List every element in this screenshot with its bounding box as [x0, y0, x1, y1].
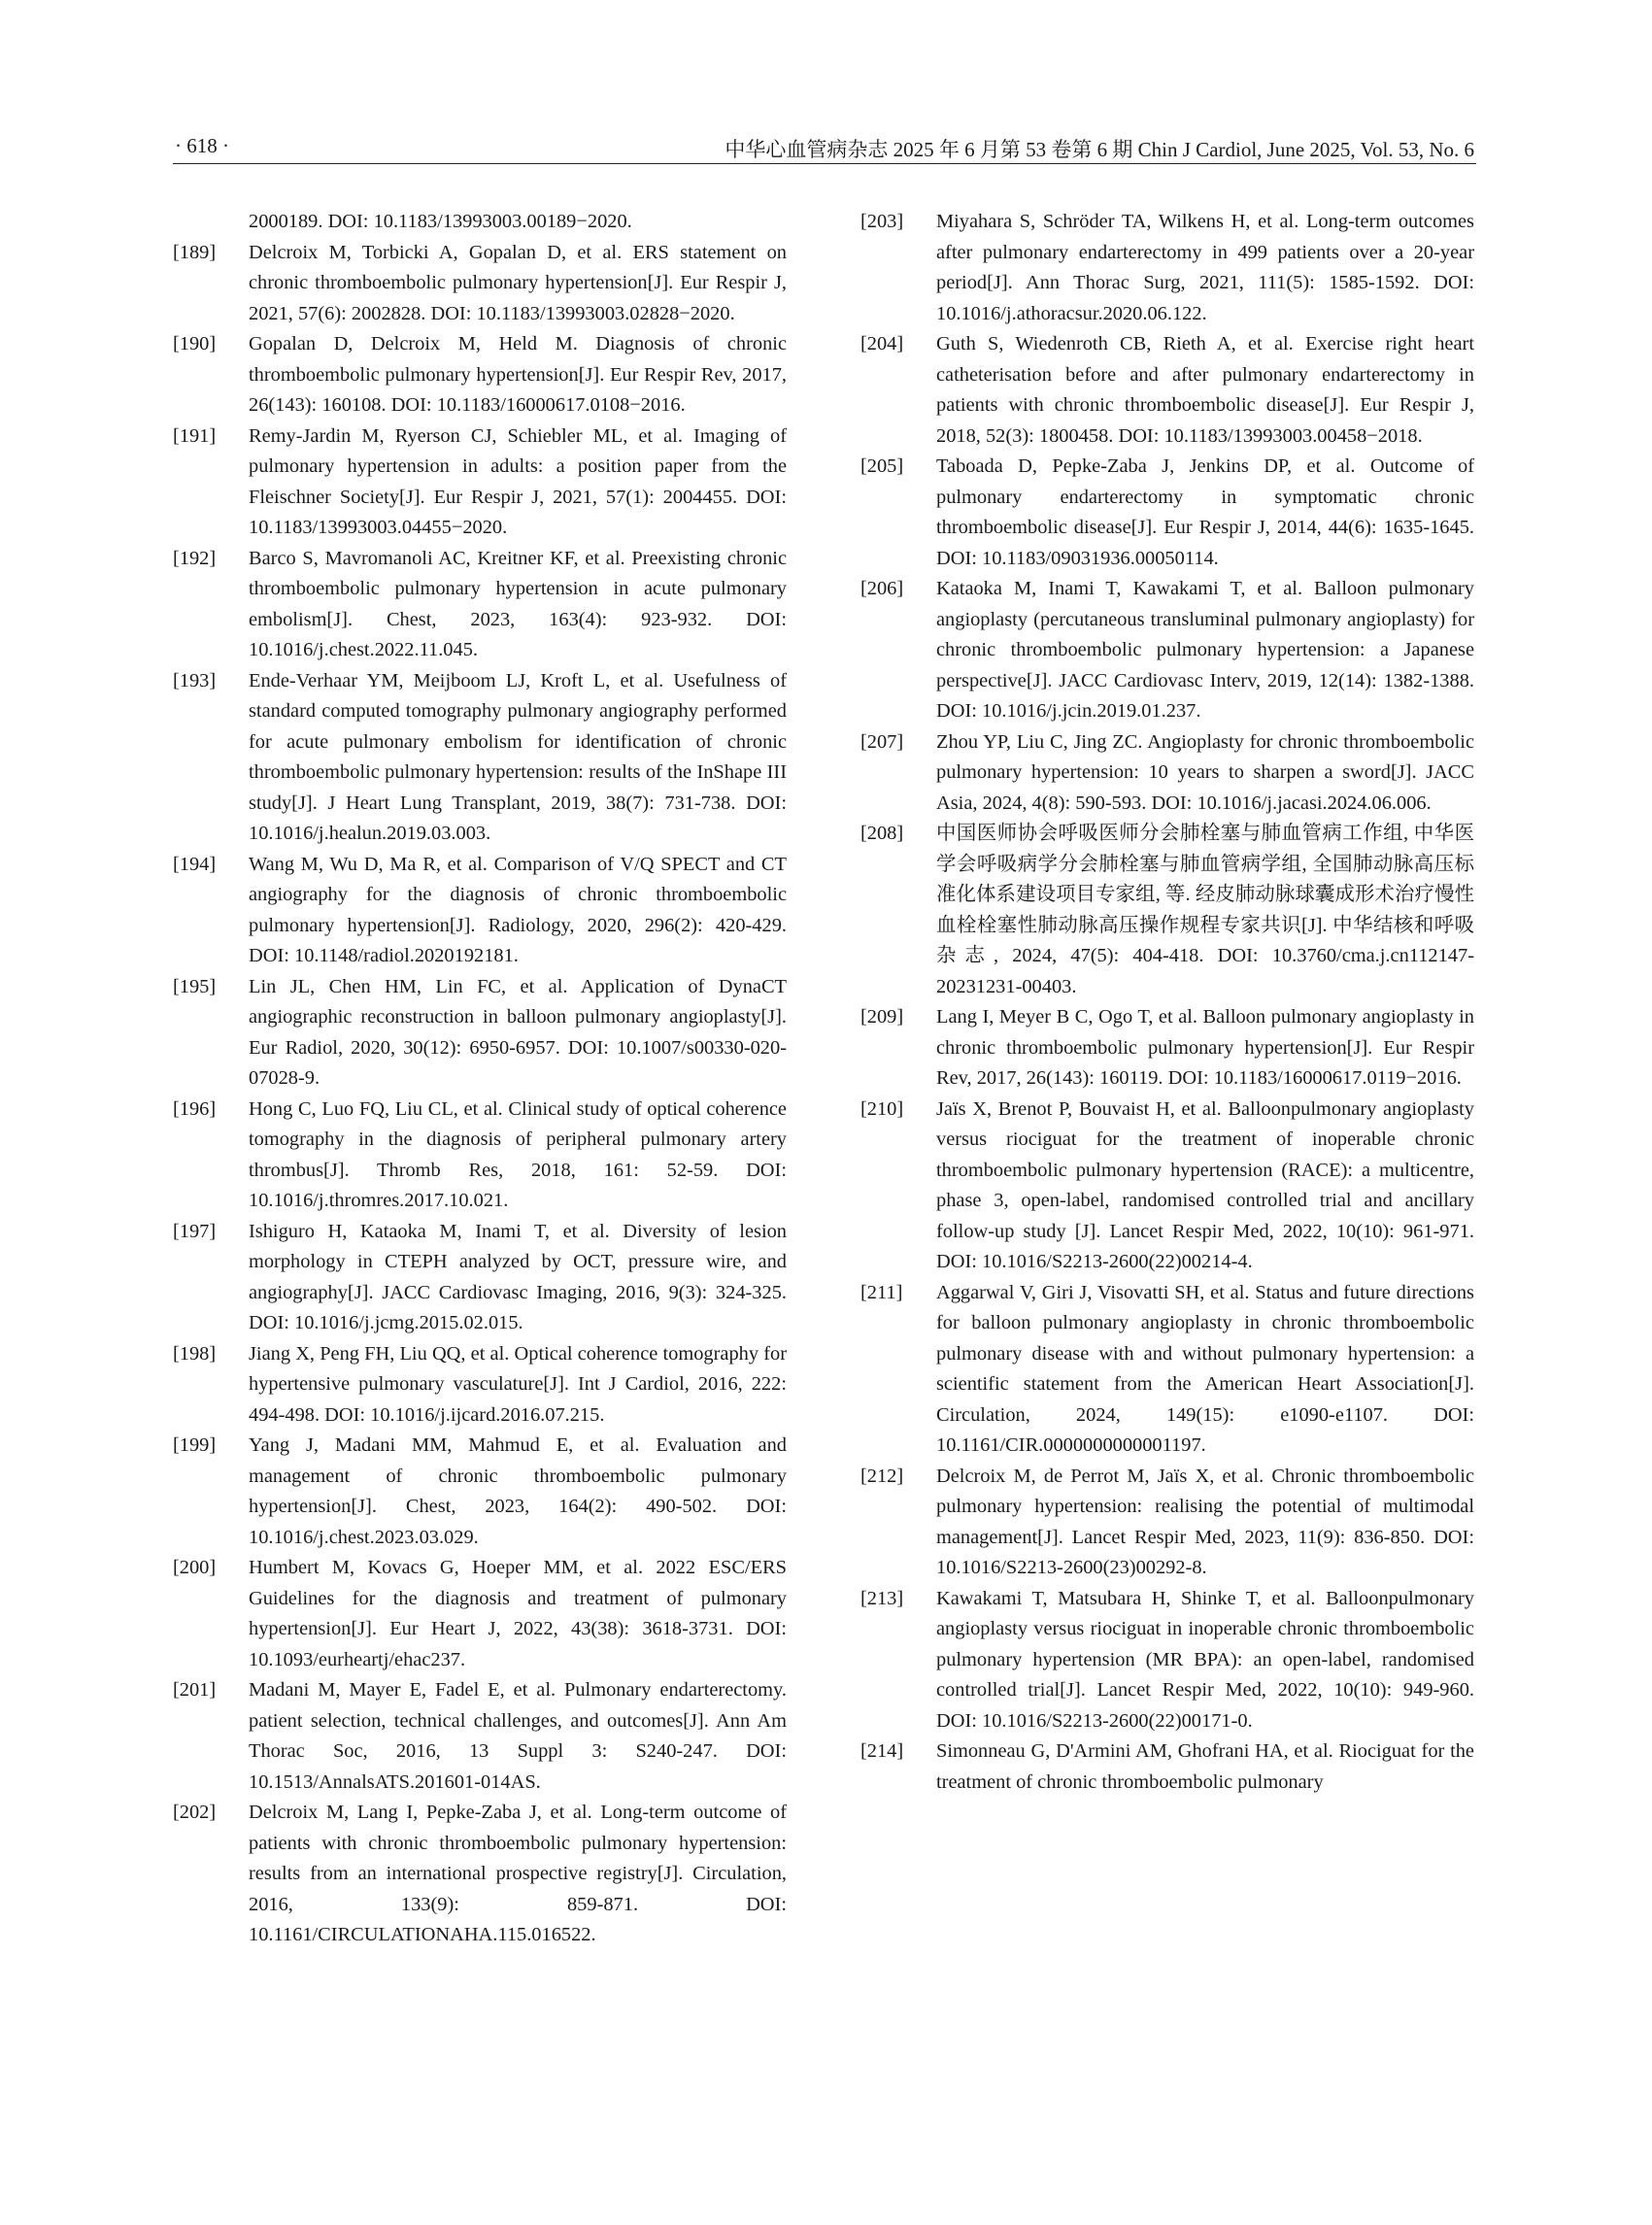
reference-text: 中国医师协会呼吸医师分会肺栓塞与肺血管病工作组, 中华医学会呼吸病学分会肺栓塞与肺血管病学组, 全国肺动脉高压标准化体系建设项目专家组, 等. 经皮肺动脉球囊成形术治疗慢性血栓栓塞性肺动脉高压操作规程专家共识[J]. 中华结核和呼吸杂志, 2024, 47(5): 404-418. DOI: 10.3760/cma.j.cn112147-20231231-00403. — [936, 823, 1474, 997]
reference-item — [173, 1095, 787, 1217]
reference-item — [173, 1431, 787, 1553]
reference-text: Jaïs X, Brenot P, Bouvaist H, et al. Balloonpulmonary angioplasty versus riociguat for the treatment of inoperable chronic thromboembolic pulmonary hypertension (RACE): a multicentre, phase 3, open-label, randomised controlled trial and ancillary follow-up study [J]. Lancet Respir Med, 2022, 10(10): 961-971. DOI: 10.1016/S2213-2600(22)00214-4. — [936, 1097, 1474, 1272]
reference-number: [199] — [173, 1434, 217, 1456]
journal-citation: 中华心血管病杂志 2025 年 6 月第 53 卷第 6 期 Chin J Cardiol, June 2025, Vol. 53, No. 6 — [725, 138, 1474, 161]
reference-number: [197] — [173, 1220, 217, 1242]
reference-column-left — [173, 207, 787, 1951]
reference-item — [860, 727, 1474, 820]
reference-number: [211] — [860, 1281, 903, 1303]
reference-item — [860, 207, 1474, 329]
reference-item — [173, 1675, 787, 1798]
reference-text: Jiang X, Peng FH, Liu QQ, et al. Optical coherence tomography for hypertensive pulmonary vasculature[J]. Int J Cardiol, 2016, 222: 494-498. DOI: 10.1016/j.ijcard.2016.07.215. — [249, 1342, 787, 1426]
reference-item — [860, 1736, 1474, 1798]
reference-text: Miyahara S, Schröder TA, Wilkens H, et al. Long-term outcomes after pulmonary endarterectomy in 499 patients over a 20-year period[J]. Ann Thorac Surg, 2021, 111(5): 1585-1592. DOI: 10.1016/j.athoracsur.2020.06.122. — [936, 211, 1474, 324]
reference-number: [189] — [173, 241, 217, 263]
reference-number: [191] — [173, 424, 217, 447]
reference-number: [213] — [860, 1587, 904, 1609]
reference-text: Zhou YP, Liu C, Jing ZC. Angioplasty for chronic thromboembolic pulmonary hypertension: 10 years to sharpen a sword[J]. JACC Asia, 2024, 4(8): 590-593. DOI: 10.1016/j.jacasi.2024.06.006. — [936, 730, 1474, 814]
reference-text: Ishiguro H, Kataoka M, Inami T, et al. Diversity of lesion morphology in CTEPH analyzed by OCT, pressure wire, and angiography[J]. JACC Cardiovasc Imaging, 2016, 9(3): 324-325. DOI: 10.1016/j.jcmg.2015.02.015. — [249, 1220, 787, 1333]
reference-number: [203] — [860, 211, 904, 232]
reference-item — [173, 421, 787, 544]
reference-number: [214] — [860, 1740, 904, 1762]
reference-number: [209] — [860, 1006, 904, 1028]
reference-number: [195] — [173, 975, 217, 997]
reference-item — [173, 1217, 787, 1339]
reference-number: [196] — [173, 1097, 217, 1120]
reference-item — [860, 329, 1474, 452]
reference-item — [860, 1584, 1474, 1737]
reference-number: [210] — [860, 1097, 904, 1120]
reference-text: Barco S, Mavromanoli AC, Kreitner KF, et al. Preexisting chronic thromboembolic pulmonary hypertension in acute pulmonary embolism[J]. Chest, 2023, 163(4): 923-932. DOI: 10.1016/j.chest.2022.11.045. — [249, 547, 787, 660]
reference-number: [192] — [173, 547, 217, 569]
reference-text: Yang J, Madani MM, Mahmud E, et al. Evaluation and management of chronic thromboembolic pulmonary hypertension[J]. Chest, 2023, 164(2): 490-502. DOI: 10.1016/j.chest.2023.03.029. — [249, 1434, 787, 1548]
reference-number: [205] — [860, 455, 904, 477]
reference-number: [204] — [860, 333, 904, 354]
reference-text: 2000189. DOI: 10.1183/13993003.00189−2020. — [249, 211, 632, 232]
running-header — [173, 132, 1476, 164]
reference-number: [200] — [173, 1557, 217, 1578]
reference-number: [212] — [860, 1465, 904, 1487]
reference-text: Delcroix M, de Perrot M, Jaïs X, et al. Chronic thromboembolic pulmonary hypertension: realising the potential of multimodal management[J]. Lancet Respir Med, 2023, 11(9): 836-850. DOI: 10.1016/S2213-2600(23)00292-8. — [936, 1465, 1474, 1578]
reference-text: Lin JL, Chen HM, Lin FC, et al. Application of DynaCT angiographic reconstruction in balloon pulmonary angioplasty[J]. Eur Radiol, 2020, 30(12): 6950-6957. DOI: 10.1007/s00330-020-07028-9. — [249, 975, 787, 1089]
reference-text: Taboada D, Pepke-Zaba J, Jenkins DP, et al. Outcome of pulmonary endarterectomy in symptomatic chronic thromboembolic disease[J]. Eur Respir J, 2014, 44(6): 1635-1645. DOI: 10.1183/09031936.00050114. — [936, 455, 1474, 569]
reference-item — [173, 238, 787, 330]
reference-item — [173, 1798, 787, 1951]
reference-number: [208] — [860, 823, 904, 844]
reference-number: [201] — [173, 1679, 217, 1701]
reference-text: Wang M, Wu D, Ma R, et al. Comparison of V/Q SPECT and CT angiography for the diagnosis of chronic thromboembolic pulmonary hypertension[J]. Radiology, 2020, 296(2): 420-429. DOI: 10.1148/radiol.2020192181. — [249, 853, 787, 966]
reference-column-right — [860, 207, 1474, 1798]
reference-item — [173, 1553, 787, 1675]
reference-number: [202] — [173, 1802, 217, 1823]
reference-text: Kataoka M, Inami T, Kawakami T, et al. Balloon pulmonary angioplasty (percutaneous transluminal pulmonary angioplasty) for chronic thromboembolic pulmonary hypertension: a Japanese perspective[J]. JACC Cardiovasc Interv, 2019, 12(14): 1382-1388. DOI: 10.1016/j.jcin.2019.01.237. — [936, 578, 1474, 722]
reference-number: [198] — [173, 1342, 217, 1365]
reference-item — [860, 819, 1474, 1002]
reference-item — [173, 972, 787, 1095]
reference-item — [860, 1002, 1474, 1095]
reference-number: [190] — [173, 333, 217, 354]
reference-text: Remy-Jardin M, Ryerson CJ, Schiebler ML, et al. Imaging of pulmonary hypertension in adults: a position paper from the Fleischner Society[J]. Eur Respir J, 2021, 57(1): 2004455. DOI: 10.1183/13993003.04455−2020. — [249, 424, 787, 538]
reference-item — [173, 544, 787, 666]
reference-text: Madani M, Mayer E, Fadel E, et al. Pulmonary endarterectomy. patient selection, technical challenges, and outcomes[J]. Ann Am Thorac Soc, 2016, 13 Suppl 3: S240-247. DOI: 10.1513/AnnalsATS.201601-014AS. — [249, 1679, 787, 1793]
reference-text: Kawakami T, Matsubara H, Shinke T, et al. Balloonpulmonary angioplasty versus riociguat in inoperable chronic thromboembolic pulmonary hypertension (MR BPA): an open-label, randomised controlled trial[J]. Lancet Respir Med, 2022, 10(10): 949-960. DOI: 10.1016/S2213-2600(22)00171-0. — [936, 1587, 1474, 1732]
reference-item — [173, 329, 787, 421]
reference-text: Ende-Verhaar YM, Meijboom LJ, Kroft L, et al. Usefulness of standard computed tomography pulmonary angiography performed for acute pulmonary embolism for identification of chronic thromboembolic pulmonary hypertension: results of the InShape III study[J]. J Heart Lung Transplant, 2019, 38(7): 731-738. DOI: 10.1016/j.healun.2019.03.003. — [249, 669, 787, 844]
reference-text: Gopalan D, Delcroix M, Held M. Diagnosis of chronic thromboembolic pulmonary hypertension[J]. Eur Respir Rev, 2017, 26(143): 160108. DOI: 10.1183/16000617.0108−2016. — [249, 333, 787, 416]
reference-text: Delcroix M, Torbicki A, Gopalan D, et al. ERS statement on chronic thromboembolic pulmonary hypertension[J]. Eur Respir J, 2021, 57(6): 2002828. DOI: 10.1183/13993003.02828−2020. — [249, 241, 787, 324]
reference-item — [173, 1339, 787, 1432]
reference-item — [173, 850, 787, 972]
reference-number: [207] — [860, 730, 904, 753]
reference-number: [206] — [860, 578, 904, 599]
reference-item — [173, 207, 787, 238]
reference-text: Aggarwal V, Giri J, Visovatti SH, et al. Status and future directions for balloon pulmonary angioplasty in chronic thromboembolic pulmonary disease with and without pulmonary hypertension: a scientific statement from the American Heart Association[J]. Circulation, 2024, 149(15): e1090-e1107. DOI: 10.1161/CIR.0000000000001197. — [936, 1281, 1474, 1456]
reference-text: Simonneau G, D'Armini AM, Ghofrani HA, et al. Riociguat for the treatment of chronic thromboembolic pulmonary — [936, 1740, 1474, 1793]
reference-item — [173, 666, 787, 850]
reference-text: Humbert M, Kovacs G, Hoeper MM, et al. 2022 ESC/ERS Guidelines for the diagnosis and treatment of pulmonary hypertension[J]. Eur Heart J, 2022, 43(38): 3618-3731. DOI: 10.1093/eurheartj/ehac237. — [249, 1557, 787, 1670]
reference-text: Lang I, Meyer B C, Ogo T, et al. Balloon pulmonary angioplasty in chronic thromboembolic pulmonary hypertension[J]. Eur Respir Rev, 2017, 26(143): 160119. DOI: 10.1183/16000617.0119−2016. — [936, 1006, 1474, 1089]
reference-number: [193] — [173, 669, 217, 691]
reference-number: [194] — [173, 853, 217, 875]
page-number: · 618 · — [175, 134, 229, 157]
reference-item — [860, 1095, 1474, 1278]
reference-text: Delcroix M, Lang I, Pepke-Zaba J, et al. Long-term outcome of patients with chronic thromboembolic pulmonary hypertension: results from an international prospective registry[J]. Circulation, 2016, 133(9): 859-871. DOI: 10.1161/CIRCULATIONAHA.115.016522. — [249, 1802, 787, 1945]
reference-text: Guth S, Wiedenroth CB, Rieth A, et al. Exercise right heart catheterisation before and after pulmonary endarterectomy in patients with chronic thromboembolic disease[J]. Eur Respir J, 2018, 52(3): 1800458. DOI: 10.1183/13993003.00458−2018. — [936, 333, 1474, 447]
reference-item — [860, 452, 1474, 574]
reference-text: Hong C, Luo FQ, Liu CL, et al. Clinical study of optical coherence tomography in the diagnosis of peripheral pulmonary artery thrombus[J]. Thromb Res, 2018, 161: 52-59. DOI: 10.1016/j.thromres.2017.10.021. — [249, 1097, 787, 1211]
reference-item — [860, 1278, 1474, 1462]
reference-item — [860, 1462, 1474, 1584]
reference-item — [860, 574, 1474, 727]
